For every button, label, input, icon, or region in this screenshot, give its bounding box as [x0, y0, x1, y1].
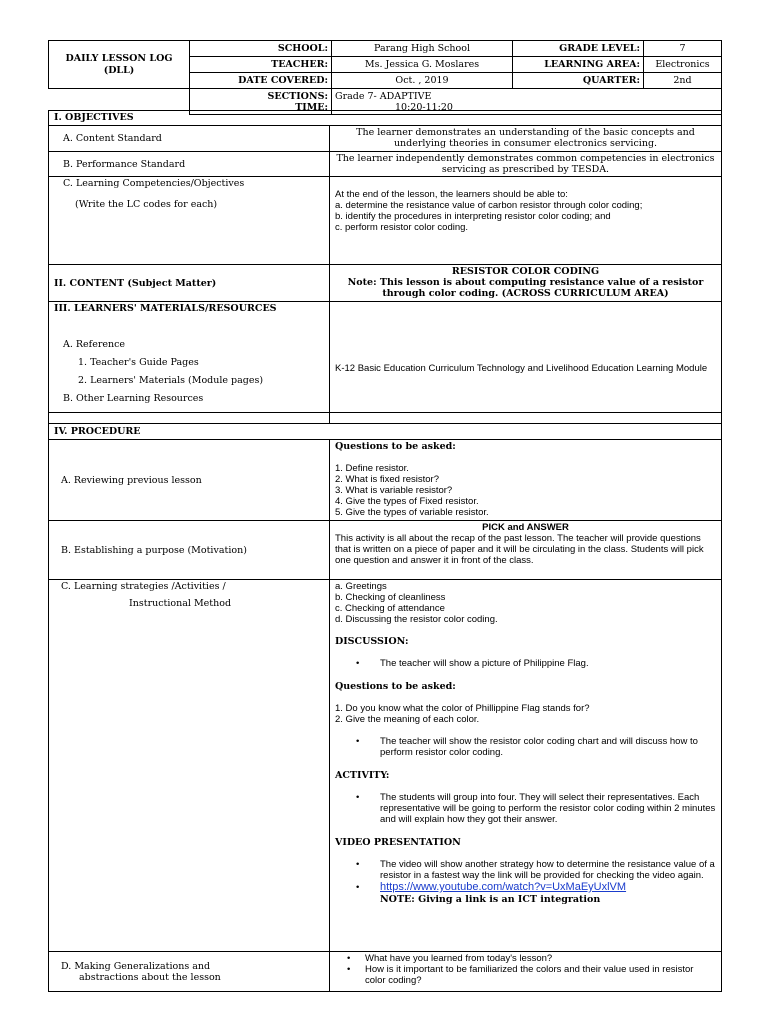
discussion-question: 1. Do you know what the color of Phillippine Flag stands for?: [335, 703, 590, 714]
content-standard-label: A. Content Standard: [49, 126, 330, 152]
review-question: 5. Give the types of variable resistor.: [335, 507, 489, 518]
review-question: 1. Define resistor.: [335, 463, 409, 474]
review-cell: [330, 440, 722, 521]
header-table: [48, 40, 722, 115]
strategy-list-item: c. Checking of attendance: [335, 603, 445, 614]
performance-standard-text: The learner independently demonstrates common competencies in electronics servicing as prescribed by TESDA.: [330, 152, 722, 177]
strategy-list-item: a. Greetings: [335, 581, 387, 592]
performance-standard-label: B. Performance Standard: [49, 152, 330, 177]
strategies-cell: [330, 580, 722, 952]
sections-label: SECTIONS:: [267, 90, 328, 102]
motivation-title: PICK and ANSWER: [482, 522, 569, 533]
materials-text: K-12 Basic Education Curriculum Technology and Livelihood Education Learning Module: [330, 302, 722, 413]
chart-bullet: • The teacher will show the resistor color coding chart and will discuss how to perform resistor color coding.: [380, 736, 716, 758]
activity-title: ACTIVITY:: [335, 770, 390, 781]
strategy-list-item: b. Checking of cleanliness: [335, 592, 446, 603]
video-link[interactable]: https://www.youtube.com/watch?v=UxMaEyUxlVM: [380, 881, 627, 893]
quarter-label: QUARTER:: [513, 73, 644, 89]
generalization-cell: [330, 952, 722, 992]
strategy-list-item: d. Discussing the resistor color coding.: [335, 614, 498, 625]
video-link-item: [380, 882, 716, 893]
reference-label: A. Reference: [63, 339, 126, 350]
review-question: 3. What is variable resistor?: [335, 485, 453, 496]
strategies-label-line1: C. Learning strategies /Activities /: [61, 581, 226, 592]
video-title: VIDEO PRESENTATION: [335, 837, 461, 848]
discussion-bullet: • The teacher will show a picture of Philippine Flag.: [380, 658, 716, 669]
lesson-table: [48, 110, 722, 992]
strategies-label-line2: Instructional Method: [129, 598, 232, 609]
competencies-label-cell: [49, 177, 330, 265]
teachers-guide-label: 1. Teacher's Guide Pages: [78, 357, 199, 368]
discussion-question: 2. Give the meaning of each color.: [335, 714, 480, 725]
review-title: Questions to be asked:: [335, 441, 456, 452]
video-list: [335, 859, 716, 893]
generalization-label-cell: [49, 952, 330, 992]
content-note: Note: This lesson is about computing resistance value of a resistor through color coding. (ACROSS CURRICULUM AREA): [347, 277, 704, 299]
area-label: LEARNING AREA:: [513, 57, 644, 73]
dll-title: DAILY LESSON LOG (DLL): [49, 41, 190, 89]
motivation-cell: [330, 521, 722, 580]
materials-heading: III. LEARNERS' MATERIALS/RESOURCES: [54, 303, 277, 314]
date-label: DATE COVERED:: [190, 73, 332, 89]
discussion-title: DISCUSSION:: [335, 636, 409, 647]
time-value: 10:20-11:20: [395, 101, 453, 113]
teacher-label: TEACHER:: [190, 57, 332, 73]
activity-list: [335, 792, 716, 825]
grade-label: GRADE LEVEL:: [513, 41, 644, 57]
learners-materials-label: 2. Learners' Materials (Module pages): [78, 375, 264, 386]
school-value: Parang High School: [332, 41, 513, 57]
activity-bullet: • The students will group into four. They will select their representatives. Each representative will be going to perform the resistor color coding within 2 minutes and will explain how they got their answer.: [380, 792, 716, 825]
review-label: A. Reviewing previous lesson: [49, 440, 330, 521]
generalization-item: • What have you learned from today's lesson?: [365, 953, 716, 964]
competency-item: c. perform resistor color coding.: [335, 222, 469, 233]
competency-item: a. determine the resistance value of carbon resistor through color coding;: [335, 200, 643, 211]
generalization-item: • How is it important to be familiarized the colors and their value used in resistor color coding?: [365, 964, 716, 986]
teacher-value: Ms. Jessica G. Moslares: [332, 57, 513, 73]
discussion-questions-title: Questions to be asked:: [335, 681, 456, 692]
video-note: NOTE: Giving a link is an ICT integration: [380, 894, 601, 905]
chart-list: [335, 736, 716, 758]
quarter-value: 2nd: [644, 73, 722, 89]
review-question: 4. Give the types of Fixed resistor.: [335, 496, 479, 507]
competency-item: b. identify the procedures in interpreting resistor color coding; and: [335, 211, 611, 222]
lc-codes-note: (Write the LC codes for each): [75, 199, 218, 210]
grade-value: 7: [644, 41, 722, 57]
materials-label-cell: [49, 302, 330, 413]
generalization-label-line2: abstractions about the lesson: [79, 971, 221, 983]
objectives-heading: I. OBJECTIVES: [49, 111, 722, 126]
materials-spacer-right: [330, 413, 722, 424]
time-label: TIME:: [295, 101, 328, 113]
competencies-intro: At the end of the lesson, the learners should be able to:: [335, 189, 568, 200]
competencies-label: C. Learning Competencies/Objectives: [63, 178, 245, 189]
procedure-heading: IV. PROCEDURE: [49, 424, 722, 440]
strategies-label-cell: [49, 580, 330, 952]
date-value: Oct. , 2019: [332, 73, 513, 89]
content-title: RESISTOR COLOR CODING: [451, 266, 600, 277]
content-cell: [330, 265, 722, 302]
generalization-list: [335, 953, 716, 986]
area-value: Electronics: [644, 57, 722, 73]
motivation-text: This activity is all about the recap of the past lesson. The teacher will provide questions that is written on a piece of paper and it will be circulating in the class. Students will pick one question and answer it in front of the class.: [335, 533, 704, 566]
review-question: 2. What is fixed resistor?: [335, 474, 440, 485]
sections-value: Grade 7- ADAPTIVE: [335, 90, 432, 102]
generalization-label-line1: D. Making Generalizations and: [61, 960, 211, 972]
motivation-label: B. Establishing a purpose (Motivation): [49, 521, 330, 580]
content-heading: II. CONTENT (Subject Matter): [49, 265, 330, 302]
materials-spacer: [49, 413, 330, 424]
other-resources-label: B. Other Learning Resources: [63, 393, 204, 404]
content-standard-text: The learner demonstrates an understanding of the basic concepts and underlying theories in consumer electronics servicing.: [330, 126, 722, 152]
competencies-text-cell: [330, 177, 722, 265]
school-label: SCHOOL:: [190, 41, 332, 57]
discussion-list: [335, 658, 716, 669]
video-bullet: • The video will show another strategy how to determine the resistance value of a resistor in a fastest way the link will be provided for checking the video again.: [380, 859, 716, 881]
